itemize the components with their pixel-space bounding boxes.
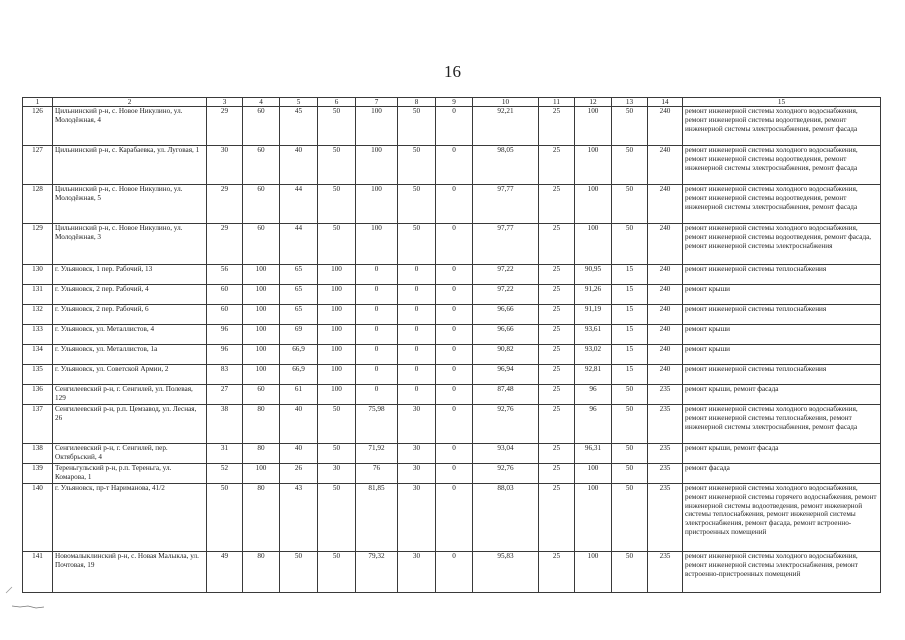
value-cell: 60 bbox=[243, 146, 280, 185]
value-cell: 100 bbox=[318, 285, 356, 305]
works-cell: ремонт фасада bbox=[683, 464, 881, 484]
table-row bbox=[23, 484, 881, 552]
table-row bbox=[23, 305, 881, 325]
value-cell: 100 bbox=[243, 365, 280, 385]
value-cell: 50 bbox=[612, 185, 648, 224]
works-cell: ремонт инженерной системы теплоснабжения bbox=[683, 365, 881, 385]
row-number-cell: 136 bbox=[23, 385, 53, 405]
value-cell: 0 bbox=[436, 285, 473, 305]
value-cell: 100 bbox=[575, 146, 612, 185]
row-number-cell: 126 bbox=[23, 107, 53, 146]
value-cell: 0 bbox=[398, 305, 436, 325]
table-row bbox=[23, 444, 881, 464]
works-cell: ремонт крыши bbox=[683, 325, 881, 345]
value-cell: 65 bbox=[280, 265, 318, 285]
row-number-cell: 131 bbox=[23, 285, 53, 305]
value-cell: 0 bbox=[436, 305, 473, 325]
value-cell: 83 bbox=[207, 365, 243, 385]
address-cell: г. Ульяновск, 2 пер. Рабочий, 4 bbox=[53, 285, 207, 305]
value-cell: 100 bbox=[243, 345, 280, 365]
value-cell: 40 bbox=[280, 405, 318, 444]
value-cell: 0 bbox=[436, 385, 473, 405]
table-row bbox=[23, 405, 881, 444]
value-cell: 0 bbox=[356, 345, 398, 365]
works-cell: ремонт инженерной системы холодного водоснабжения, ремонт инженерной системы электроснабжения, ремонт встроенно-пристроенных помещений bbox=[683, 552, 881, 593]
value-cell: 96,66 bbox=[473, 325, 539, 345]
value-cell: 100 bbox=[575, 464, 612, 484]
works-cell: ремонт инженерной системы теплоснабжения bbox=[683, 305, 881, 325]
value-cell: 50 bbox=[280, 552, 318, 593]
header-cell: 3 bbox=[207, 98, 243, 107]
value-cell: 240 bbox=[648, 265, 683, 285]
row-number-cell: 138 bbox=[23, 444, 53, 464]
value-cell: 100 bbox=[318, 385, 356, 405]
works-cell: ремонт инженерной системы холодного водоснабжения, ремонт инженерной системы горячего водоснабжения, ремонт инженерной системы водоотведения, ремонт инженерной системы теплоснабжения, ремонт инженерной системы электроснабжения, ремонт фасада, ремонт встроенно-пристроенных помещений bbox=[683, 484, 881, 552]
value-cell: 240 bbox=[648, 185, 683, 224]
works-cell: ремонт инженерной системы холодного водоснабжения, ремонт инженерной системы теплоснабжения, ремонт инженерной системы электроснабжения, ремонт фасада bbox=[683, 405, 881, 444]
value-cell: 15 bbox=[612, 305, 648, 325]
value-cell: 25 bbox=[539, 285, 575, 305]
table-row bbox=[23, 385, 881, 405]
value-cell: 75,98 bbox=[356, 405, 398, 444]
value-cell: 0 bbox=[398, 325, 436, 345]
value-cell: 90,95 bbox=[575, 265, 612, 285]
value-cell: 0 bbox=[436, 185, 473, 224]
value-cell: 88,03 bbox=[473, 484, 539, 552]
value-cell: 100 bbox=[356, 185, 398, 224]
value-cell: 96 bbox=[575, 385, 612, 405]
value-cell: 40 bbox=[280, 444, 318, 464]
value-cell: 25 bbox=[539, 365, 575, 385]
value-cell: 240 bbox=[648, 285, 683, 305]
value-cell: 50 bbox=[612, 484, 648, 552]
header-cell: 2 bbox=[53, 98, 207, 107]
value-cell: 93,61 bbox=[575, 325, 612, 345]
value-cell: 29 bbox=[207, 107, 243, 146]
value-cell: 25 bbox=[539, 444, 575, 464]
value-cell: 97,77 bbox=[473, 185, 539, 224]
table-row bbox=[23, 224, 881, 265]
value-cell: 45 bbox=[280, 107, 318, 146]
row-number-cell: 141 bbox=[23, 552, 53, 593]
address-cell: Тереньгульский р-н, р.п. Тереньга, ул. Комарова, 1 bbox=[53, 464, 207, 484]
value-cell: 92,76 bbox=[473, 405, 539, 444]
table-row bbox=[23, 285, 881, 305]
value-cell: 50 bbox=[612, 444, 648, 464]
value-cell: 100 bbox=[243, 325, 280, 345]
table-row bbox=[23, 345, 881, 365]
table-row bbox=[23, 146, 881, 185]
address-cell: г. Ульяновск, ул. Металлистов, 4 bbox=[53, 325, 207, 345]
works-cell: ремонт крыши, ремонт фасада bbox=[683, 385, 881, 405]
value-cell: 66,9 bbox=[280, 365, 318, 385]
value-cell: 93,02 bbox=[575, 345, 612, 365]
value-cell: 50 bbox=[612, 107, 648, 146]
value-cell: 15 bbox=[612, 325, 648, 345]
value-cell: 60 bbox=[207, 285, 243, 305]
value-cell: 50 bbox=[612, 146, 648, 185]
address-cell: г. Ульяновск, пр-т Нариманова, 41/2 bbox=[53, 484, 207, 552]
value-cell: 25 bbox=[539, 305, 575, 325]
value-cell: 60 bbox=[243, 385, 280, 405]
value-cell: 60 bbox=[243, 107, 280, 146]
value-cell: 44 bbox=[280, 224, 318, 265]
value-cell: 97,77 bbox=[473, 224, 539, 265]
value-cell: 100 bbox=[575, 552, 612, 593]
value-cell: 80 bbox=[243, 484, 280, 552]
works-cell: ремонт инженерной системы холодного водоснабжения, ремонт инженерной системы водоотведения, ремонт инженерной системы электроснабжения, ремонт фасада bbox=[683, 146, 881, 185]
value-cell: 50 bbox=[398, 146, 436, 185]
value-cell: 25 bbox=[539, 325, 575, 345]
address-cell: г. Ульяновск, ул. Металлистов, 1а bbox=[53, 345, 207, 365]
value-cell: 240 bbox=[648, 305, 683, 325]
value-cell: 240 bbox=[648, 107, 683, 146]
value-cell: 100 bbox=[356, 107, 398, 146]
value-cell: 91,26 bbox=[575, 285, 612, 305]
value-cell: 0 bbox=[436, 146, 473, 185]
value-cell: 25 bbox=[539, 484, 575, 552]
value-cell: 50 bbox=[612, 552, 648, 593]
header-cell: 9 bbox=[436, 98, 473, 107]
value-cell: 60 bbox=[207, 305, 243, 325]
value-cell: 30 bbox=[398, 552, 436, 593]
value-cell: 25 bbox=[539, 464, 575, 484]
value-cell: 26 bbox=[280, 464, 318, 484]
value-cell: 0 bbox=[356, 305, 398, 325]
value-cell: 87,48 bbox=[473, 385, 539, 405]
works-cell: ремонт инженерной системы холодного водоснабжения, ремонт инженерной системы водоотведения, ремонт фасада, ремонт инженерной системы электроснабжения bbox=[683, 224, 881, 265]
value-cell: 100 bbox=[575, 107, 612, 146]
value-cell: 40 bbox=[280, 146, 318, 185]
value-cell: 0 bbox=[398, 265, 436, 285]
value-cell: 25 bbox=[539, 185, 575, 224]
value-cell: 240 bbox=[648, 345, 683, 365]
value-cell: 69 bbox=[280, 325, 318, 345]
value-cell: 15 bbox=[612, 365, 648, 385]
value-cell: 0 bbox=[436, 345, 473, 365]
works-cell: ремонт инженерной системы холодного водоснабжения, ремонт инженерной системы водоотведения, ремонт инженерной системы электроснабжения, ремонт фасада bbox=[683, 107, 881, 146]
value-cell: 96,94 bbox=[473, 365, 539, 385]
address-cell: Сенгилеевский р-н, г. Сенгилей, ул. Полевая, 129 bbox=[53, 385, 207, 405]
row-number-cell: 139 bbox=[23, 464, 53, 484]
value-cell: 27 bbox=[207, 385, 243, 405]
header-cell: 13 bbox=[612, 98, 648, 107]
value-cell: 235 bbox=[648, 405, 683, 444]
works-cell: ремонт крыши bbox=[683, 345, 881, 365]
value-cell: 0 bbox=[356, 265, 398, 285]
value-cell: 30 bbox=[398, 464, 436, 484]
value-cell: 25 bbox=[539, 146, 575, 185]
table-row bbox=[23, 552, 881, 593]
address-cell: Сенгилеевский р-н, р.п. Цемзавод, ул. Лесная, 26 bbox=[53, 405, 207, 444]
scan-smudge bbox=[10, 602, 48, 612]
address-cell: Новомалыклинский р-н, с. Новая Малыкла, ул. Почтовая, 19 bbox=[53, 552, 207, 593]
value-cell: 100 bbox=[318, 265, 356, 285]
row-number-cell: 132 bbox=[23, 305, 53, 325]
value-cell: 30 bbox=[318, 464, 356, 484]
value-cell: 0 bbox=[436, 265, 473, 285]
row-number-cell: 133 bbox=[23, 325, 53, 345]
address-cell: г. Ульяновск, ул. Советской Армии, 2 bbox=[53, 365, 207, 385]
value-cell: 0 bbox=[398, 385, 436, 405]
value-cell: 30 bbox=[398, 484, 436, 552]
value-cell: 0 bbox=[436, 484, 473, 552]
value-cell: 240 bbox=[648, 146, 683, 185]
value-cell: 25 bbox=[539, 345, 575, 365]
header-cell: 15 bbox=[683, 98, 881, 107]
value-cell: 79,32 bbox=[356, 552, 398, 593]
header-cell: 6 bbox=[318, 98, 356, 107]
value-cell: 0 bbox=[398, 365, 436, 385]
value-cell: 65 bbox=[280, 305, 318, 325]
works-cell: ремонт крыши, ремонт фасада bbox=[683, 444, 881, 464]
value-cell: 235 bbox=[648, 464, 683, 484]
address-cell: Цильнинский р-н, с. Новое Никулино, ул. Молодёжная, 3 bbox=[53, 224, 207, 265]
value-cell: 81,85 bbox=[356, 484, 398, 552]
value-cell: 49 bbox=[207, 552, 243, 593]
header-cell: 11 bbox=[539, 98, 575, 107]
repair-register-table bbox=[22, 97, 881, 593]
address-cell: Цильнинский р-н, с. Новое Никулино, ул. Молодёжная, 4 bbox=[53, 107, 207, 146]
row-number-cell: 134 bbox=[23, 345, 53, 365]
value-cell: 43 bbox=[280, 484, 318, 552]
value-cell: 100 bbox=[243, 305, 280, 325]
value-cell: 50 bbox=[318, 146, 356, 185]
value-cell: 15 bbox=[612, 265, 648, 285]
header-cell: 8 bbox=[398, 98, 436, 107]
value-cell: 92,81 bbox=[575, 365, 612, 385]
table-row bbox=[23, 265, 881, 285]
header-cell: 7 bbox=[356, 98, 398, 107]
row-number-cell: 137 bbox=[23, 405, 53, 444]
value-cell: 96,31 bbox=[575, 444, 612, 464]
value-cell: 50 bbox=[612, 385, 648, 405]
value-cell: 100 bbox=[243, 265, 280, 285]
row-number-cell: 129 bbox=[23, 224, 53, 265]
value-cell: 100 bbox=[575, 224, 612, 265]
value-cell: 91,19 bbox=[575, 305, 612, 325]
value-cell: 29 bbox=[207, 224, 243, 265]
value-cell: 0 bbox=[436, 464, 473, 484]
value-cell: 30 bbox=[398, 444, 436, 464]
value-cell: 15 bbox=[612, 345, 648, 365]
value-cell: 71,92 bbox=[356, 444, 398, 464]
row-number-cell: 140 bbox=[23, 484, 53, 552]
value-cell: 50 bbox=[398, 185, 436, 224]
value-cell: 100 bbox=[243, 285, 280, 305]
value-cell: 25 bbox=[539, 385, 575, 405]
value-cell: 50 bbox=[318, 484, 356, 552]
address-cell: г. Ульяновск, 1 пер. Рабочий, 13 bbox=[53, 265, 207, 285]
value-cell: 0 bbox=[436, 405, 473, 444]
value-cell: 0 bbox=[436, 365, 473, 385]
value-cell: 50 bbox=[318, 185, 356, 224]
value-cell: 93,04 bbox=[473, 444, 539, 464]
value-cell: 0 bbox=[356, 325, 398, 345]
value-cell: 90,82 bbox=[473, 345, 539, 365]
value-cell: 100 bbox=[318, 305, 356, 325]
value-cell: 240 bbox=[648, 224, 683, 265]
value-cell: 50 bbox=[612, 405, 648, 444]
value-cell: 92,21 bbox=[473, 107, 539, 146]
address-cell: Цильнинский р-н, с. Карабаевка, ул. Луговая, 1 bbox=[53, 146, 207, 185]
value-cell: 0 bbox=[436, 325, 473, 345]
value-cell: 100 bbox=[318, 365, 356, 385]
row-number-cell: 128 bbox=[23, 185, 53, 224]
works-cell: ремонт инженерной системы холодного водоснабжения, ремонт инженерной системы водоотведения, ремонт инженерной системы электроснабжения, ремонт фасада bbox=[683, 185, 881, 224]
value-cell: 95,83 bbox=[473, 552, 539, 593]
value-cell: 50 bbox=[398, 224, 436, 265]
address-cell: г. Ульяновск, 2 пер. Рабочий, 6 bbox=[53, 305, 207, 325]
value-cell: 25 bbox=[539, 552, 575, 593]
value-cell: 50 bbox=[612, 224, 648, 265]
value-cell: 61 bbox=[280, 385, 318, 405]
value-cell: 98,05 bbox=[473, 146, 539, 185]
value-cell: 100 bbox=[356, 224, 398, 265]
value-cell: 66,9 bbox=[280, 345, 318, 365]
value-cell: 96,66 bbox=[473, 305, 539, 325]
value-cell: 97,22 bbox=[473, 285, 539, 305]
value-cell: 100 bbox=[575, 185, 612, 224]
works-cell: ремонт крыши bbox=[683, 285, 881, 305]
value-cell: 96 bbox=[207, 325, 243, 345]
value-cell: 50 bbox=[318, 405, 356, 444]
header-cell: 5 bbox=[280, 98, 318, 107]
value-cell: 0 bbox=[436, 552, 473, 593]
works-cell: ремонт инженерной системы теплоснабжения bbox=[683, 265, 881, 285]
table-row bbox=[23, 365, 881, 385]
value-cell: 15 bbox=[612, 285, 648, 305]
value-cell: 0 bbox=[356, 365, 398, 385]
value-cell: 100 bbox=[318, 325, 356, 345]
header-cell: 1 bbox=[23, 98, 53, 107]
value-cell: 235 bbox=[648, 444, 683, 464]
value-cell: 80 bbox=[243, 552, 280, 593]
value-cell: 100 bbox=[356, 146, 398, 185]
value-cell: 240 bbox=[648, 325, 683, 345]
value-cell: 100 bbox=[243, 464, 280, 484]
value-cell: 60 bbox=[243, 224, 280, 265]
value-cell: 30 bbox=[207, 146, 243, 185]
address-cell: Сенгилеевский р-н, г. Сенгилей, пер. Октябрьский, 4 bbox=[53, 444, 207, 464]
value-cell: 0 bbox=[398, 285, 436, 305]
header-row bbox=[23, 98, 881, 107]
value-cell: 52 bbox=[207, 464, 243, 484]
value-cell: 80 bbox=[243, 405, 280, 444]
row-number-cell: 135 bbox=[23, 365, 53, 385]
value-cell: 240 bbox=[648, 365, 683, 385]
value-cell: 80 bbox=[243, 444, 280, 464]
value-cell: 92,76 bbox=[473, 464, 539, 484]
value-cell: 0 bbox=[356, 385, 398, 405]
table-row bbox=[23, 325, 881, 345]
value-cell: 96 bbox=[575, 405, 612, 444]
value-cell: 0 bbox=[398, 345, 436, 365]
value-cell: 100 bbox=[575, 484, 612, 552]
value-cell: 50 bbox=[318, 107, 356, 146]
value-cell: 50 bbox=[612, 464, 648, 484]
page-number: 16 bbox=[444, 62, 461, 81]
value-cell: 235 bbox=[648, 484, 683, 552]
value-cell: 50 bbox=[207, 484, 243, 552]
value-cell: 29 bbox=[207, 185, 243, 224]
value-cell: 25 bbox=[539, 405, 575, 444]
header-cell: 12 bbox=[575, 98, 612, 107]
value-cell: 96 bbox=[207, 345, 243, 365]
scan-mark bbox=[4, 585, 14, 595]
value-cell: 25 bbox=[539, 224, 575, 265]
value-cell: 30 bbox=[398, 405, 436, 444]
header-cell: 10 bbox=[473, 98, 539, 107]
value-cell: 235 bbox=[648, 552, 683, 593]
value-cell: 0 bbox=[436, 444, 473, 464]
value-cell: 235 bbox=[648, 385, 683, 405]
value-cell: 31 bbox=[207, 444, 243, 464]
header-cell: 4 bbox=[243, 98, 280, 107]
table-row bbox=[23, 185, 881, 224]
value-cell: 0 bbox=[436, 224, 473, 265]
value-cell: 0 bbox=[436, 107, 473, 146]
value-cell: 0 bbox=[356, 285, 398, 305]
row-number-cell: 127 bbox=[23, 146, 53, 185]
value-cell: 60 bbox=[243, 185, 280, 224]
value-cell: 76 bbox=[356, 464, 398, 484]
value-cell: 56 bbox=[207, 265, 243, 285]
value-cell: 50 bbox=[398, 107, 436, 146]
value-cell: 65 bbox=[280, 285, 318, 305]
value-cell: 97,22 bbox=[473, 265, 539, 285]
address-cell: Цильнинский р-н, с. Новое Никулино, ул. Молодёжная, 5 bbox=[53, 185, 207, 224]
value-cell: 25 bbox=[539, 107, 575, 146]
table-row bbox=[23, 464, 881, 484]
value-cell: 44 bbox=[280, 185, 318, 224]
header-cell: 14 bbox=[648, 98, 683, 107]
value-cell: 50 bbox=[318, 224, 356, 265]
value-cell: 50 bbox=[318, 552, 356, 593]
value-cell: 25 bbox=[539, 265, 575, 285]
value-cell: 100 bbox=[318, 345, 356, 365]
value-cell: 38 bbox=[207, 405, 243, 444]
row-number-cell: 130 bbox=[23, 265, 53, 285]
table-row bbox=[23, 107, 881, 146]
value-cell: 50 bbox=[318, 444, 356, 464]
